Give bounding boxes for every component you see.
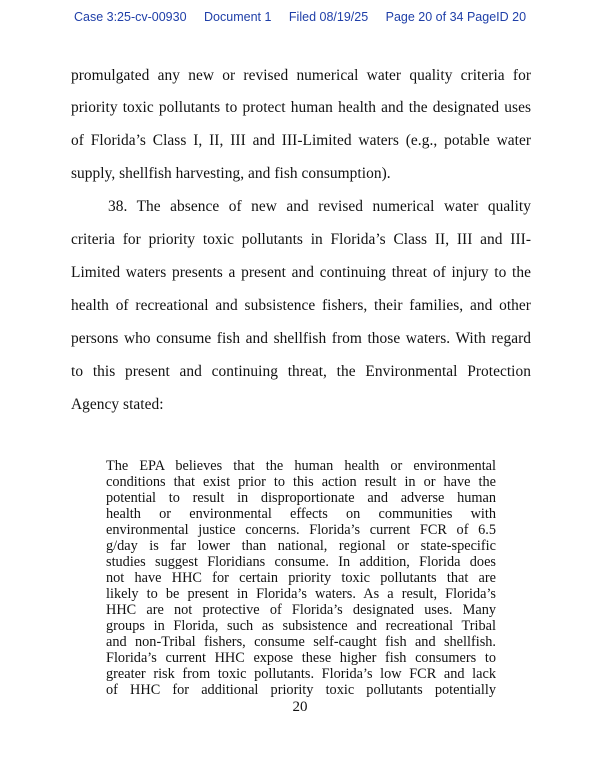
case-number: Case 3:25-cv-00930 <box>73 10 187 24</box>
quote-line: health or environmental effects on communities with <box>106 506 496 522</box>
quote-line: and non-Tribal fishers, consume self-caught fish and shellfish. <box>106 634 496 650</box>
page-id: Page 20 of 34 PageID 20 <box>385 10 527 24</box>
quote-line: environmental justice concerns. Florida’s current FCR of 6.5 <box>106 522 496 538</box>
paragraph-line: of Florida’s Class I, II, III and III-Limited waters (e.g., potable water <box>71 132 531 149</box>
case-header <box>0 10 600 24</box>
quote-line: not have HHC for certain priority toxic pollutants that are <box>106 570 496 586</box>
quote-line: The EPA believes that the human health or environmental <box>106 458 496 474</box>
quote-line: HHC are not protective of Florida’s designated uses. Many <box>106 602 496 618</box>
quote-line: Florida’s current HHC expose these higher fish consumers to <box>106 650 496 666</box>
quote-line: greater risk from toxic pollutants. Florida’s low FCR and lack <box>106 666 496 682</box>
document-number: Document 1 <box>204 10 272 24</box>
quote-line: studies suggest Floridians consume. In addition, Florida does <box>106 554 496 570</box>
paragraph-line: Limited waters presents a present and continuing threat of injury to the <box>71 264 531 281</box>
paragraph-line: promulgated any new or revised numerical water quality criteria for <box>71 67 531 84</box>
quote-line: of HHC for additional priority toxic pollutants potentially <box>106 682 496 698</box>
paragraph-line: Agency stated: <box>71 396 164 413</box>
quote-line: groups in Florida, such as subsistence and recreational Tribal <box>106 618 496 634</box>
quote-line: g/day is far lower than national, regional or state-specific <box>106 538 496 554</box>
paragraph-line: supply, shellfish harvesting, and fish consumption). <box>71 165 391 182</box>
paragraph-line: priority toxic pollutants to protect human health and the designated uses <box>71 99 531 116</box>
quote-line: likely to be present in Florida’s waters. As a result, Florida’s <box>106 586 496 602</box>
paragraph-line: to this present and continuing threat, the Environmental Protection <box>71 363 531 380</box>
quote-line: potential to result in disproportionate and adverse human <box>106 490 496 506</box>
block-quote <box>106 458 496 698</box>
paragraph-line: health of recreational and subsistence fishers, their families, and other <box>71 297 531 314</box>
paragraph-line: persons who consume fish and shellfish from those waters. With regard <box>71 330 531 347</box>
filed-date: Filed 08/19/25 <box>288 10 369 24</box>
page-number: 20 <box>292 699 308 715</box>
paragraph-line: 38. The absence of new and revised numerical water quality <box>108 198 531 215</box>
quote-line: conditions that exist prior to this action result in or have the <box>106 474 496 490</box>
paragraph-line: criteria for priority toxic pollutants in Florida’s Class II, III and III- <box>71 231 531 248</box>
